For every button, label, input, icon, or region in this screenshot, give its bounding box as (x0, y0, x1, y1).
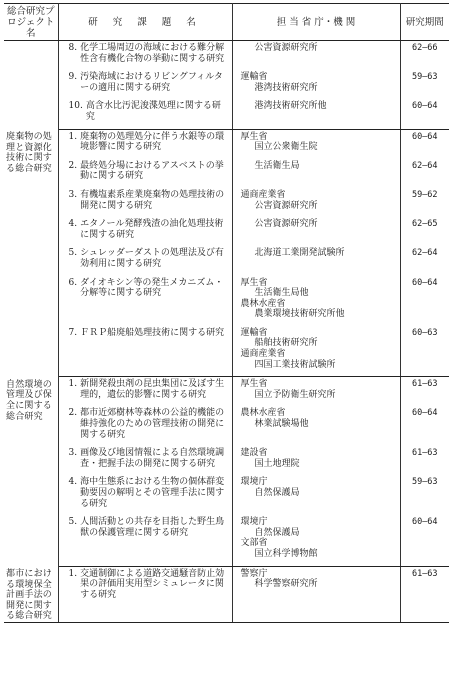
research-period-cell: 62—64 (411, 248, 438, 259)
ministry-name: 運輸省 (240, 327, 268, 338)
institute-name: 農業環境技術研究所他 (254, 309, 345, 320)
item-number: 5. (68, 248, 78, 259)
item-title: 化学工場周辺の海域における難分解性含有機化合物の挙動に関する研究 (80, 43, 225, 64)
institute-name: 港湾技術研究所 (254, 82, 318, 93)
institute-name: 国立科学博物館 (254, 548, 318, 559)
item-number: 1. (68, 568, 78, 579)
table-row (4, 159, 449, 188)
research-item (61, 219, 230, 240)
institute-name: 国土地理院 (254, 458, 300, 469)
table-row (4, 515, 449, 566)
research-item (61, 448, 230, 469)
agency-cell (232, 515, 400, 566)
research-period-cell: 59—63 (411, 477, 438, 488)
research-item (61, 379, 230, 400)
agency-cell (232, 188, 400, 217)
item-title: 有機塩素系産業廃棄物の処理技術の開発に関する研究 (80, 189, 225, 211)
item-number: 2. (68, 160, 78, 171)
table-row (4, 326, 449, 377)
research-title-cell (58, 217, 232, 246)
ministry-name: 厚生省 (240, 131, 268, 142)
header-agency: 担 当 省 庁・機 関 (232, 4, 400, 41)
item-title: 汚染海域におけるリビングフィルターの適用に関する研究 (80, 72, 223, 93)
header-project: 総合研究プロジェクト名 (4, 4, 58, 41)
research-item (61, 328, 230, 339)
institute-name: 公害資源研究所 (254, 219, 318, 230)
item-number: 4. (68, 477, 78, 488)
research-period-cell: 60—64 (411, 131, 438, 142)
item-title: 交通制御による道路交通騒音防止効果の評価用実用型シミュレータに関する研究 (80, 568, 225, 600)
item-title: 廃棄物の処理処分に伴う水銀等の環境影響に関する研究 (80, 131, 225, 153)
research-title-cell (58, 406, 232, 446)
institute-name: 生活衛生局他 (254, 288, 309, 299)
project-name-cell: 都市における環境保全計画手法の開発に関する総合研究 (4, 566, 58, 622)
research-item (61, 161, 230, 182)
research-item (61, 190, 230, 211)
institute-name: 国立公衆衛生院 (254, 142, 318, 153)
research-title-cell (58, 188, 232, 217)
agency-cell (232, 70, 400, 99)
agency-cell (232, 246, 400, 275)
institute-name: 四国工業技術試験所 (254, 359, 336, 370)
research-item (61, 278, 230, 299)
research-title-cell (58, 129, 232, 159)
research-period-cell: 61—63 (400, 566, 449, 622)
item-title: 海中生態系における生物の個体群変動要因の解明とその管理手法に関する研究 (80, 477, 225, 509)
item-title: シュレッダーダストの処理法及び有効利用に関する研究 (80, 248, 224, 269)
institute-name: 北海道工業開発試験所 (254, 248, 345, 259)
institute-name: 自然保護局 (254, 527, 300, 538)
table-row (4, 446, 449, 475)
ministry-name: 環境庁 (240, 477, 268, 488)
research-period-cell: 62—65 (411, 219, 438, 230)
item-number: 9. (68, 72, 78, 83)
ministry-name: 厚生省 (240, 379, 268, 390)
table-row (4, 406, 449, 446)
table-row (4, 217, 449, 246)
institute-name: 公害資源研究所 (254, 200, 318, 211)
table-row (4, 99, 449, 129)
research-period-cell: 60—63 (400, 326, 449, 377)
item-title: 都市近郊樹林等森林の公益的機能の維持強化のための管理技術の開発に関する研究 (80, 408, 225, 440)
research-title-cell (58, 99, 232, 129)
table-row (4, 70, 449, 99)
header-period: 研究期間 (400, 4, 449, 41)
research-title-cell (58, 377, 232, 407)
institute-name: 生活衛生局 (254, 160, 300, 171)
ministry-name: 運輸省 (240, 72, 268, 83)
item-title: 新開発殺虫剤の昆虫集団に及ぼす生理的，遺伝的影響に関する研究 (80, 379, 225, 400)
agency-cell (232, 159, 400, 188)
research-title-cell (58, 246, 232, 275)
research-period-cell: 62—64 (411, 160, 438, 171)
item-title: 最終処分場におけるアスベストの挙動に関する研究 (80, 160, 224, 182)
research-period-cell: 59—63 (411, 72, 438, 83)
agency-cell (232, 446, 400, 475)
table-row (4, 566, 449, 622)
research-period-cell: 60—64 (400, 515, 449, 566)
item-number: 7. (68, 327, 78, 338)
research-item (61, 101, 230, 122)
agency-cell (232, 326, 400, 377)
research-item (61, 517, 230, 538)
agency-cell (232, 377, 400, 407)
item-number: 2. (68, 408, 78, 419)
project-name-cell: 自然環境の管理及び保全に関する総合研究 (4, 377, 58, 566)
table-row (4, 276, 449, 326)
research-item (61, 43, 230, 64)
research-title-cell (58, 475, 232, 515)
ministry-name: 通商産業省 (240, 189, 286, 200)
research-title-cell (58, 41, 232, 71)
institute-name: 港湾技術研究所他 (254, 101, 327, 112)
item-number: 3. (68, 448, 78, 459)
research-period-cell: 61—63 (411, 379, 438, 390)
table-row (4, 377, 449, 407)
item-title: ダイオキシン等の発生メカニズム・分解等に関する研究 (80, 277, 224, 299)
table-row (4, 41, 449, 71)
table-row (4, 188, 449, 217)
research-item (61, 72, 230, 93)
research-title-cell (58, 515, 232, 566)
research-item (61, 569, 230, 601)
research-period-cell: 60—64 (400, 99, 449, 129)
research-title-cell (58, 446, 232, 475)
table-row (4, 246, 449, 275)
ministry-name: 環境庁 (240, 517, 268, 528)
research-item (61, 132, 230, 153)
project-name-cell: 廃棄物の処理と資源化技術に関する総合研究 (4, 129, 58, 377)
institute-name: 船舶技術研究所 (254, 338, 318, 349)
institute-name: 公害資源研究所 (254, 43, 318, 53)
item-number: 1. (68, 131, 78, 142)
item-title: 画像及び地図情報による自然環境調査・把握手法の開発に関する研究 (80, 448, 225, 469)
ministry-name: 通商産業省 (240, 349, 286, 360)
institute-name: 科学警察研究所 (254, 579, 318, 590)
research-title-cell (58, 70, 232, 99)
table-row (4, 475, 449, 515)
institute-name: 林業試験場他 (254, 419, 309, 430)
research-title-cell (58, 326, 232, 377)
research-title-cell (58, 276, 232, 326)
agency-cell (232, 475, 400, 515)
agency-cell (232, 566, 400, 622)
research-item (61, 408, 230, 440)
research-period-cell: 60—64 (411, 408, 438, 419)
research-period-cell: 60—64 (411, 277, 438, 288)
item-title: 人間活動との共存を目指した野生鳥獣の保護管理に関する研究 (80, 517, 225, 538)
table-body (4, 41, 449, 623)
institute-name: 自然保護局 (254, 488, 300, 498)
table-header-row (4, 4, 449, 41)
ministry-name: 農林水産省 (240, 298, 286, 309)
item-title: 高含水比汚泥浚渫処理に関する研究 (85, 101, 221, 122)
research-period-cell: 61—63 (411, 448, 438, 459)
item-number: 3. (68, 189, 78, 200)
item-number: 6. (68, 277, 78, 288)
item-number: 5. (68, 517, 78, 528)
research-table-page (4, 3, 449, 679)
item-title: ＦＲＰ船廃船処理技術に関する研究 (80, 327, 225, 338)
item-number: 4. (68, 219, 78, 230)
item-title: エタノール発酵残渣の油化処理技術に関する研究 (80, 219, 224, 240)
ministry-name: 農林水産省 (240, 408, 286, 419)
agency-cell (232, 129, 400, 159)
research-period-cell: 62—66 (411, 43, 438, 53)
agency-cell (232, 406, 400, 446)
item-number: 8. (68, 43, 78, 53)
agency-cell (232, 99, 400, 129)
agency-cell (232, 217, 400, 246)
research-title-cell (58, 566, 232, 622)
item-number: 10. (68, 101, 83, 112)
ministry-name: 厚生省 (240, 277, 268, 288)
research-title-cell (58, 159, 232, 188)
agency-cell (232, 41, 400, 71)
ministry-name: 建設省 (240, 448, 268, 459)
item-number: 1. (68, 379, 78, 390)
research-item (61, 248, 230, 269)
ministry-name: 警察庁 (240, 568, 268, 579)
research-projects-table (4, 3, 449, 623)
table-row (4, 129, 449, 159)
project-name-cell (4, 41, 58, 130)
header-title: 研 究 課 題 名 (58, 4, 232, 41)
institute-name: 国立予防衛生研究所 (254, 389, 336, 400)
research-period-cell: 59—62 (411, 189, 438, 200)
research-item (61, 477, 230, 509)
ministry-name: 文部省 (240, 538, 268, 549)
agency-cell (232, 276, 400, 326)
